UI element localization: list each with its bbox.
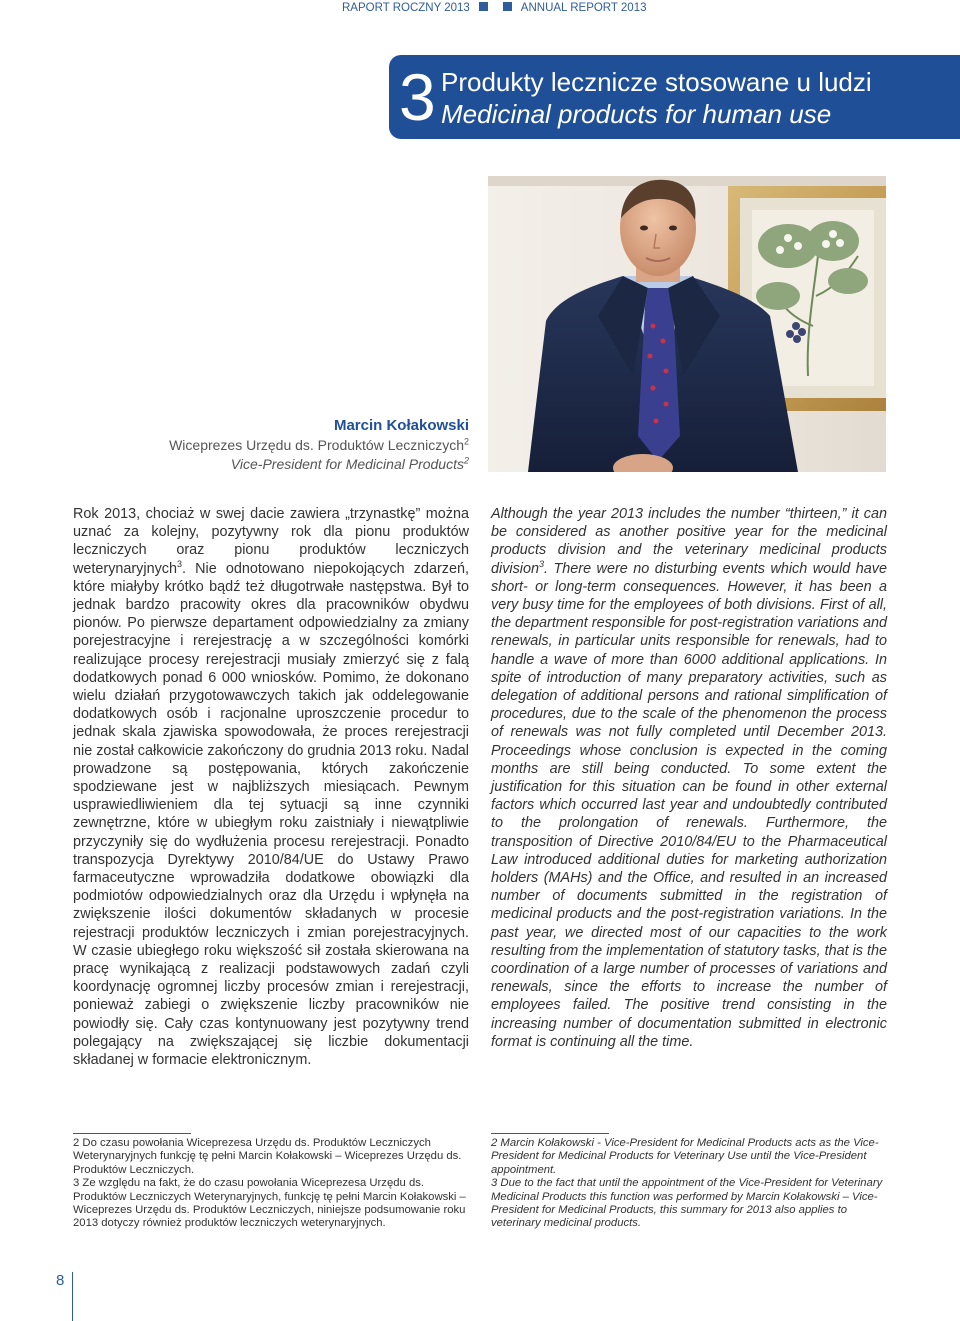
footnote-ref: 3 (176, 558, 182, 569)
footnote: 2 Do czasu powołania Wiceprezesa Urzędu ds. Produktów Leczniczych Weterynaryjnych funkcję tę pełni Marcin Kołakowski – Wiceprezes Urzędu ds. Produktów Leczniczych. (73, 1137, 462, 1176)
person-role-pl: Wiceprezes Urzędu ds. Produktów Leczniczych$^2$ (169, 436, 469, 453)
footnote: 3 Due to the fact that until the appointment of the Vice-President for Veterinary Medicinal Products this function was performed by Marcin Kołakowski – Vice-President for Medicinal Products, this summary for 2013 also applies to veterinary medicinal products. (491, 1177, 883, 1230)
chapter-number: 3 (399, 60, 436, 134)
chapter-title-pl: Produkty lecznicze stosowane u ludzi (441, 67, 872, 97)
footnote-ref: 3 (539, 558, 545, 569)
square-bullet-icon (503, 2, 512, 11)
footnotes-pl (73, 1137, 469, 1231)
person-role-en: Vice-President for Medicinal Products$^2$ (230, 455, 469, 472)
footnote: 3 Ze względu na fakt, że do czasu powołania Wiceprezesa Urzędu ds. Produktów Leczniczych Weterynaryjnych, funkcję tę pełni Marcin Kołakowski – Wiceprezes Urzędu ds. Produktów Leczniczych, niniejsze podsumowanie roku 2013 dotyczy również produktów leczniczych weterynaryjnych. (73, 1177, 466, 1230)
portrait-photo (488, 176, 886, 472)
page-number-rule (72, 1272, 73, 1321)
chapter-title-box (389, 55, 960, 139)
footnote-rule (73, 1133, 191, 1134)
chapter-title-en: Medicinal products for human use (441, 99, 832, 129)
footnote-ref: 2 (463, 436, 469, 447)
running-header-left: RAPORT ROCZNY 2013 (342, 2, 470, 14)
body-text-en: Although the year 2013 includes the number “thirteen,” it can be considered as another positive year for the medicinal products division and the veterinary medicinal products division$^3$. There were no disturbing events which would have short- or long-term consequences. However, it has been a very busy time for the employees of both divisions. First of all, the department responsible for post-registration variations and renewals, in particular units responsible for renewals, had to handle a wave of more than 6000 additional applications. In spite of introduction of many preparatory activities, such as delegation of additional persons and rational simplification of procedures, due to the scale of the phenomenon the process of renewals was not fully completed until December 2013. Proceedings whose conclusion is expected in the coming months are still being conducted. To some extent the justification for this situation can be found in other external factors which occurred last year and undoubtedly contributed to the prolongation of renewals. Furthermore, the transposition of Directive 2010/84/EU to the Pharmaceutical Law introduced additional duties for marketing authorization holders (MAHs) and the Office, and resulted in an increased number of documents submitted in the registration of medicinal products and the post-registration variations. In the past year, we directed most of our capacities to the work resulting from the implementation of statutory tasks, that is the coordination of a large number of processes of variations and renewals, since the efforts to increase the number of employees failed. The positive trend consisting in the increasing number of documentation submitted in electronic format is continuing all the time. (491, 506, 887, 1050)
footnote-ref: 2 (463, 455, 469, 466)
running-header (342, 0, 647, 16)
person-name: Marcin Kołakowski (333, 417, 469, 434)
body-text-pl: Rok 2013, chociaż w swej dacie zawiera „trzynastkę” można uznać za kolejny, pozytywny rok dla pionu produktów leczniczych oraz pionu produktów leczniczych weterynaryjnych$^3$. Nie odnotowano niepokojących zdarzeń, które miałyby krótko bądź też długotrwałe następstwa. Był to jednak bardzo pracowity okres dla pracowników obydwu pionów. Po pierwsze departament odpowiedzialny za zmiany porejestracyjne i rerejestrację a w szczególności komórki realizujące procesy rerejestracji musiały zmierzyć się z falą dodatkowych ponad 6 000 wniosków. Pomimo, że dokonano wielu działań przygotowawczych takich jak oddelegowanie dodatkowych osób i racjonalne uproszczenie procedur to jednak skala zjawiska spowodowała, że proces rerejestracji nie został całkowicie zakończony do grudnia 2013 roku. Nadal prowadzone są postępowania, których zakończenie spodziewane jest w najbliższych miesiącach. Pewnym usprawiedliwieniem dla tej sytuacji są inne czynniki zewnętrzne, które w ubiegłym roku zaistniały i niewątpliwie przyczyniły się do wydłużenia procesu rerejestracji. Ponadto transpozycja Dyrektywy 2010/84/UE do Ustawy Prawo farmaceutyczne wprowadziła dodatkowe obowiązki dla podmiotów odpowiedzialnych oraz dla Urzędu i wpłynęła na zwiększenie ilości dokumentów składanych w procesie rejestracji produktów leczniczych i zmian porejestracyjnych. W czasie ubiegłego roku większość sił została skierowana na pracę wynikającą z realizacji podstawowych zadań czyli koordynację ogromnej liczby procesów zmian i rerejestracji, ponieważ zabiegi o zwiększenie liczby pracowników nie powiodły się. Cały czas kontynuowany jest pozytywny trend polegający na zwiększającej się liczbie dokumentacji składanej w formacie elektronicznym. (73, 506, 469, 1069)
footnote-rule (491, 1133, 609, 1134)
portrait-caption (49, 416, 469, 474)
square-bullet-icon (479, 2, 488, 11)
page-number: 8 (56, 1272, 65, 1289)
footnote: 2 Marcin Kołakowski - Vice-President for Medicinal Products acts as the Vice-President for Medicinal Products for Veterinary Use until the Vice-President appointment. (491, 1137, 879, 1176)
footnotes-en (491, 1137, 887, 1231)
running-header-right: ANNUAL REPORT 2013 (520, 2, 647, 14)
